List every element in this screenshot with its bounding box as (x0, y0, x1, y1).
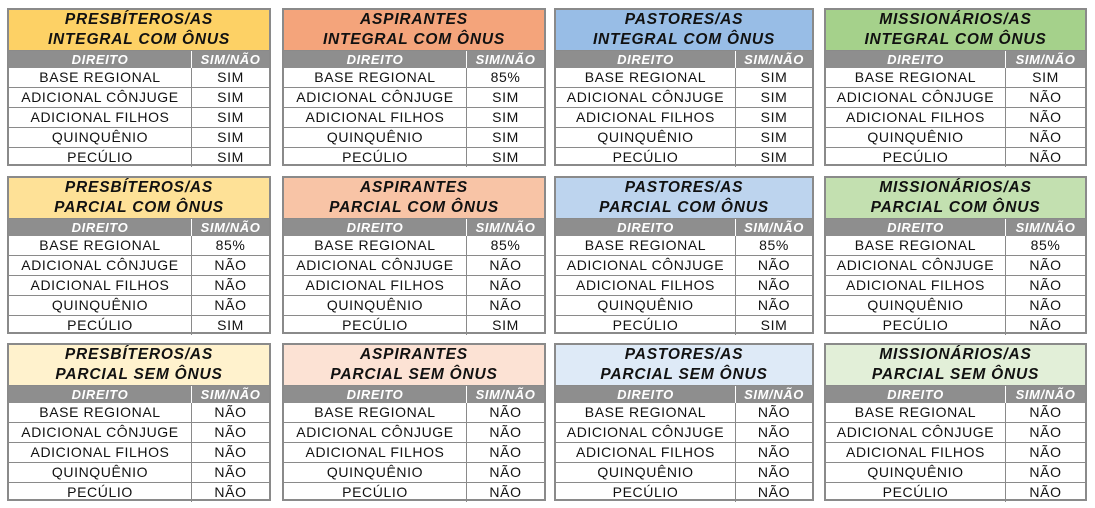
row-label: BASE REGIONAL (556, 403, 736, 422)
card-title-role: PASTORES/AS (624, 346, 744, 363)
table-row (284, 442, 544, 462)
row-value: NÃO (757, 404, 791, 420)
table-row (9, 68, 269, 87)
row-label: BASE REGIONAL (826, 236, 1006, 255)
row-label: ADICIONAL FILHOS (9, 108, 192, 127)
column-header (9, 386, 269, 403)
row-label: ADICIONAL FILHOS (826, 108, 1006, 127)
row-value: 85% (215, 237, 246, 253)
benefit-card (282, 8, 546, 166)
row-label: QUINQUÊNIO (9, 296, 192, 315)
table-row (556, 236, 812, 255)
card-rows (556, 403, 812, 502)
card-title-role: ASPIRANTES (360, 346, 468, 363)
column-header-value: SIM/NÃO (744, 220, 804, 235)
row-label: PECÚLIO (284, 483, 467, 502)
card-title-role: PRESBÍTEROS/AS (64, 179, 214, 196)
row-label: ADICIONAL CÔNJUGE (9, 88, 192, 107)
benefit-card (7, 343, 271, 501)
benefit-card (554, 8, 814, 166)
card-rows (556, 236, 812, 335)
row-label: PECÚLIO (9, 483, 192, 502)
row-value: NÃO (757, 484, 791, 500)
column-header (9, 51, 269, 68)
row-value: NÃO (1029, 257, 1062, 273)
row-value: 85% (490, 69, 521, 85)
benefit-card (7, 176, 271, 334)
card-title-regime: INTEGRAL COM ÔNUS (322, 31, 506, 48)
row-label: QUINQUÊNIO (284, 296, 467, 315)
card-title-role: MISSIONÁRIOS/AS (879, 346, 1032, 363)
row-label: BASE REGIONAL (284, 403, 467, 422)
row-label: ADICIONAL CÔNJUGE (284, 88, 467, 107)
row-value: NÃO (489, 444, 522, 460)
row-value: SIM (492, 109, 519, 125)
column-header-right: DIREITO (826, 51, 1006, 68)
row-value: NÃO (489, 404, 522, 420)
row-value: NÃO (1029, 149, 1062, 165)
table-row (284, 68, 544, 87)
card-title-regime: PARCIAL COM ÔNUS (870, 199, 1041, 216)
row-value: SIM (217, 69, 244, 85)
row-label: ADICIONAL CÔNJUGE (284, 423, 467, 442)
row-label: PECÚLIO (284, 148, 467, 167)
row-label: ADICIONAL FILHOS (556, 443, 736, 462)
card-rows (826, 236, 1085, 335)
card-title (284, 345, 544, 386)
row-label: QUINQUÊNIO (826, 296, 1006, 315)
table-row (284, 147, 544, 167)
table-row (9, 147, 269, 167)
table-row (556, 462, 812, 482)
row-value: 85% (490, 237, 521, 253)
column-header (284, 219, 544, 236)
table-row (556, 87, 812, 107)
card-title-regime: PARCIAL SEM ÔNUS (600, 366, 768, 383)
row-value: NÃO (1029, 424, 1062, 440)
table-row (284, 403, 544, 422)
row-label: QUINQUÊNIO (556, 463, 736, 482)
row-value: NÃO (489, 277, 522, 293)
card-title (556, 10, 812, 51)
card-title (826, 10, 1085, 51)
table-row (284, 236, 544, 255)
card-title-regime: INTEGRAL COM ÔNUS (592, 31, 776, 48)
row-value: NÃO (1029, 297, 1062, 313)
table-row (9, 275, 269, 295)
row-value: NÃO (1029, 484, 1062, 500)
row-label: BASE REGIONAL (556, 236, 736, 255)
card-title-role: PRESBÍTEROS/AS (64, 346, 214, 363)
table-row (826, 127, 1085, 147)
table-row (284, 422, 544, 442)
column-header-value: SIM/NÃO (200, 387, 261, 402)
table-row (826, 295, 1085, 315)
card-title (9, 345, 269, 386)
column-header-value: SIM/NÃO (475, 387, 536, 402)
table-row (9, 295, 269, 315)
row-value: NÃO (489, 257, 522, 273)
column-header (826, 219, 1085, 236)
column-header-right: DIREITO (826, 219, 1006, 236)
card-title (826, 178, 1085, 219)
benefit-card (282, 176, 546, 334)
row-value: NÃO (214, 404, 247, 420)
table-row (826, 275, 1085, 295)
card-title-regime: INTEGRAL COM ÔNUS (47, 31, 231, 48)
table-row (9, 127, 269, 147)
column-header-right: DIREITO (284, 51, 467, 68)
row-label: ADICIONAL CÔNJUGE (826, 423, 1006, 442)
row-value: NÃO (1029, 317, 1062, 333)
card-title-regime: PARCIAL COM ÔNUS (329, 199, 499, 216)
benefit-card (824, 8, 1087, 166)
column-header-right: DIREITO (556, 386, 736, 403)
row-label: QUINQUÊNIO (826, 128, 1006, 147)
row-label: BASE REGIONAL (556, 68, 736, 87)
row-value: NÃO (214, 444, 247, 460)
row-label: QUINQUÊNIO (556, 296, 736, 315)
row-value: NÃO (757, 444, 791, 460)
row-value: SIM (492, 129, 519, 145)
table-row (826, 315, 1085, 335)
column-header-right: DIREITO (556, 51, 736, 68)
table-row (556, 255, 812, 275)
row-value: SIM (760, 149, 788, 165)
row-label: ADICIONAL FILHOS (9, 443, 192, 462)
table-row (556, 127, 812, 147)
card-rows (9, 236, 269, 335)
row-value: NÃO (214, 297, 247, 313)
card-title-regime: PARCIAL COM ÔNUS (54, 199, 224, 216)
card-rows (826, 68, 1085, 167)
benefit-card (554, 343, 814, 501)
row-label: ADICIONAL CÔNJUGE (556, 256, 736, 275)
card-rows (9, 403, 269, 502)
table-row (9, 87, 269, 107)
column-header-right: DIREITO (826, 386, 1006, 403)
row-value: NÃO (1029, 404, 1062, 420)
column-header (284, 386, 544, 403)
column-header-right: DIREITO (284, 219, 467, 236)
row-value: NÃO (214, 277, 247, 293)
row-label: PECÚLIO (826, 148, 1006, 167)
table-row (556, 275, 812, 295)
table-row (826, 403, 1085, 422)
row-value: NÃO (1029, 444, 1062, 460)
card-title-role: MISSIONÁRIOS/AS (879, 179, 1032, 196)
row-value: SIM (217, 317, 244, 333)
row-value: NÃO (214, 484, 247, 500)
card-title-role: PASTORES/AS (624, 11, 744, 28)
benefit-card (824, 343, 1087, 501)
table-row (284, 127, 544, 147)
benefit-card (554, 176, 814, 334)
row-value: NÃO (1029, 129, 1062, 145)
column-header-value: SIM/NÃO (744, 52, 804, 67)
row-value: NÃO (489, 484, 522, 500)
table-row (9, 403, 269, 422)
table-row (826, 147, 1085, 167)
row-value: SIM (1032, 69, 1059, 85)
card-title-role: PASTORES/AS (624, 179, 744, 196)
table-row (284, 107, 544, 127)
table-row (9, 255, 269, 275)
row-label: BASE REGIONAL (284, 236, 467, 255)
row-value: 85% (1030, 237, 1061, 253)
row-label: ADICIONAL FILHOS (556, 276, 736, 295)
row-value: NÃO (757, 297, 791, 313)
row-value: SIM (760, 69, 788, 85)
table-row (9, 315, 269, 335)
table-row (826, 87, 1085, 107)
row-label: PECÚLIO (556, 483, 736, 502)
row-label: ADICIONAL CÔNJUGE (284, 256, 467, 275)
row-label: PECÚLIO (826, 483, 1006, 502)
row-value: NÃO (214, 464, 247, 480)
row-label: PECÚLIO (9, 316, 192, 335)
column-header-right: DIREITO (9, 386, 192, 403)
table-row (826, 442, 1085, 462)
row-label: BASE REGIONAL (826, 68, 1006, 87)
row-value: NÃO (489, 424, 522, 440)
row-value: SIM (217, 149, 244, 165)
row-value: NÃO (489, 297, 522, 313)
table-row (826, 255, 1085, 275)
column-header (556, 219, 812, 236)
card-rows (826, 403, 1085, 502)
row-label: QUINQUÊNIO (284, 463, 467, 482)
row-value: NÃO (1029, 89, 1062, 105)
row-label: ADICIONAL FILHOS (284, 443, 467, 462)
column-header-value: SIM/NÃO (475, 220, 536, 235)
row-value: SIM (492, 317, 519, 333)
card-rows (284, 236, 544, 335)
column-header (556, 386, 812, 403)
column-header-value: SIM/NÃO (475, 52, 536, 67)
column-header (9, 219, 269, 236)
row-label: BASE REGIONAL (826, 403, 1006, 422)
table-row (556, 147, 812, 167)
column-header (826, 51, 1085, 68)
table-row (284, 482, 544, 502)
table-row (556, 403, 812, 422)
row-value: SIM (760, 129, 788, 145)
column-header (284, 51, 544, 68)
table-row (284, 87, 544, 107)
benefit-card (7, 8, 271, 166)
card-title-regime: PARCIAL SEM ÔNUS (330, 366, 498, 383)
table-row (284, 255, 544, 275)
column-header-right: DIREITO (284, 386, 467, 403)
table-row (556, 295, 812, 315)
row-label: PECÚLIO (9, 148, 192, 167)
row-label: ADICIONAL CÔNJUGE (826, 256, 1006, 275)
row-label: PECÚLIO (826, 316, 1006, 335)
table-row (9, 422, 269, 442)
row-label: ADICIONAL CÔNJUGE (556, 88, 736, 107)
benefit-card (282, 343, 546, 501)
row-label: ADICIONAL FILHOS (826, 276, 1006, 295)
column-header-right: DIREITO (9, 51, 192, 68)
row-label: BASE REGIONAL (9, 236, 192, 255)
row-value: SIM (492, 89, 519, 105)
column-header-right: DIREITO (556, 219, 736, 236)
benefit-card (824, 176, 1087, 334)
row-label: QUINQUÊNIO (826, 463, 1006, 482)
row-value: NÃO (1029, 464, 1062, 480)
row-value: NÃO (757, 464, 791, 480)
card-title (9, 10, 269, 51)
table-row (9, 107, 269, 127)
row-value: SIM (217, 89, 244, 105)
row-label: QUINQUÊNIO (556, 128, 736, 147)
card-title-regime: PARCIAL SEM ÔNUS (871, 366, 1040, 383)
row-value: NÃO (757, 257, 791, 273)
table-row (556, 442, 812, 462)
column-header-value: SIM/NÃO (744, 387, 804, 402)
row-value: NÃO (757, 277, 791, 293)
column-header (826, 386, 1085, 403)
row-value: SIM (760, 89, 788, 105)
table-row (826, 482, 1085, 502)
column-header-value: SIM/NÃO (1015, 220, 1076, 235)
row-value: 85% (759, 237, 789, 253)
row-value: NÃO (214, 424, 247, 440)
card-title (284, 178, 544, 219)
card-title-regime: PARCIAL SEM ÔNUS (55, 366, 223, 383)
row-value: NÃO (757, 424, 791, 440)
row-label: ADICIONAL FILHOS (9, 276, 192, 295)
row-label: ADICIONAL FILHOS (284, 108, 467, 127)
row-value: SIM (217, 109, 244, 125)
row-label: ADICIONAL CÔNJUGE (9, 423, 192, 442)
table-row (826, 422, 1085, 442)
row-label: PECÚLIO (556, 316, 736, 335)
column-header-right: DIREITO (9, 219, 192, 236)
card-rows (284, 68, 544, 167)
row-label: ADICIONAL FILHOS (556, 108, 736, 127)
table-row (9, 482, 269, 502)
table-row (556, 422, 812, 442)
table-row (826, 68, 1085, 87)
card-rows (284, 403, 544, 502)
row-label: ADICIONAL FILHOS (826, 443, 1006, 462)
card-title-role: ASPIRANTES (360, 179, 468, 196)
row-label: BASE REGIONAL (9, 68, 192, 87)
table-row (826, 236, 1085, 255)
card-title-role: MISSIONÁRIOS/AS (879, 11, 1032, 28)
table-row (556, 68, 812, 87)
card-title-regime: INTEGRAL COM ÔNUS (864, 31, 1047, 48)
row-label: PECÚLIO (284, 316, 467, 335)
card-title-regime: PARCIAL COM ÔNUS (599, 199, 769, 216)
column-header-value: SIM/NÃO (200, 220, 261, 235)
card-title (826, 345, 1085, 386)
row-label: ADICIONAL CÔNJUGE (556, 423, 736, 442)
table-row (9, 442, 269, 462)
column-header-value: SIM/NÃO (1015, 52, 1076, 67)
row-label: QUINQUÊNIO (284, 128, 467, 147)
card-title (556, 345, 812, 386)
column-header-value: SIM/NÃO (1015, 387, 1076, 402)
table-row (556, 482, 812, 502)
card-title (9, 178, 269, 219)
row-label: ADICIONAL FILHOS (284, 276, 467, 295)
row-value: NÃO (1029, 109, 1062, 125)
row-label: BASE REGIONAL (284, 68, 467, 87)
column-header-value: SIM/NÃO (200, 52, 261, 67)
table-row (284, 315, 544, 335)
card-title-role: ASPIRANTES (360, 11, 468, 28)
row-label: PECÚLIO (556, 148, 736, 167)
table-row (826, 462, 1085, 482)
card-title (284, 10, 544, 51)
table-row (556, 315, 812, 335)
table-row (284, 295, 544, 315)
table-row (826, 107, 1085, 127)
row-label: ADICIONAL CÔNJUGE (9, 256, 192, 275)
column-header (556, 51, 812, 68)
row-label: QUINQUÊNIO (9, 128, 192, 147)
card-rows (9, 68, 269, 167)
table-row (556, 107, 812, 127)
row-value: NÃO (1029, 277, 1062, 293)
row-label: QUINQUÊNIO (9, 463, 192, 482)
row-value: SIM (492, 149, 519, 165)
card-rows (556, 68, 812, 167)
table-row (284, 275, 544, 295)
card-title (556, 178, 812, 219)
row-value: SIM (760, 109, 788, 125)
table-row (9, 462, 269, 482)
table-row (284, 462, 544, 482)
row-label: ADICIONAL CÔNJUGE (826, 88, 1006, 107)
row-value: NÃO (489, 464, 522, 480)
table-row (9, 236, 269, 255)
row-value: SIM (217, 129, 244, 145)
row-label: BASE REGIONAL (9, 403, 192, 422)
row-value: NÃO (214, 257, 247, 273)
card-title-role: PRESBÍTEROS/AS (64, 11, 214, 28)
row-value: SIM (760, 317, 788, 333)
